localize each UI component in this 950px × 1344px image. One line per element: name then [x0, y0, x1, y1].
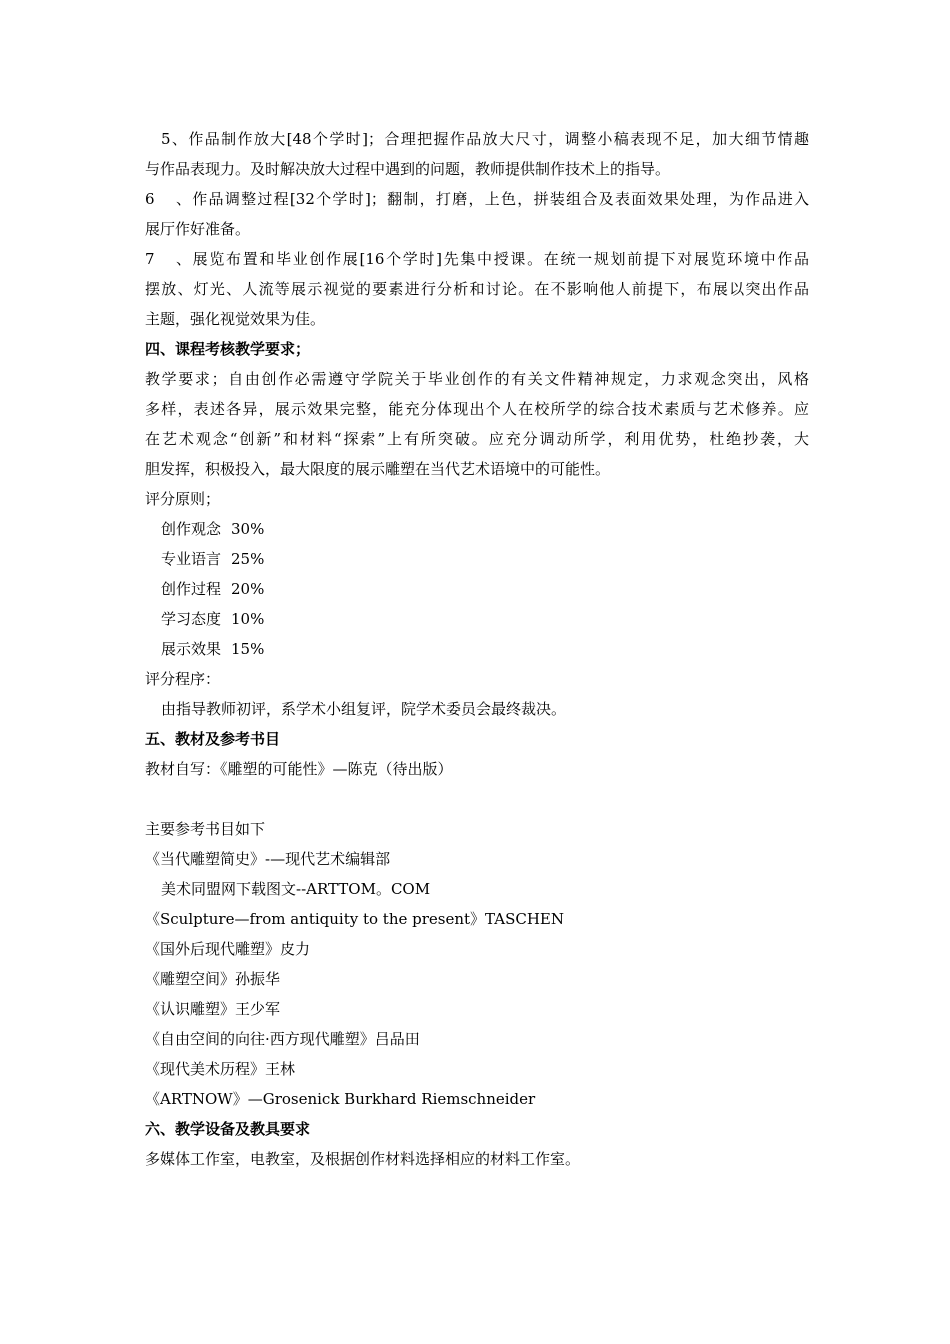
- score-category: 创作过程: [161, 580, 222, 598]
- reference-item: 《当代雕塑简史》-—现代艺术编辑部: [145, 850, 391, 868]
- reference-item: 美术同盟网下载图文--ARTTOM。COM: [161, 880, 431, 898]
- assessment-heading: 四、课程考核教学要求；: [145, 340, 311, 358]
- score-weight: 10%: [231, 610, 265, 628]
- equipment-heading: 六、教学设备及教具要求: [145, 1120, 311, 1138]
- requirement-line1: 教学要求；自由创作必需遵守学院关于毕业创作的有关文件精神规定，力求观念突出，风格: [145, 370, 809, 388]
- item5-line1: 5、作品制作放大[48个学时]；合理把握作品放大尺寸，调整小稿表现不足，加大细节情趣: [161, 130, 809, 148]
- blank-line: [145, 784, 809, 814]
- item7-number: 7、: [145, 250, 191, 268]
- requirement-line3: 在艺术观念“创新”和材料“探索”上有所突破。应充分调动所学，利用优势，杜绝抄袭，大: [145, 430, 809, 448]
- item5-line2: 与作品表现力。及时解决放大过程中遇到的问题，教师提供制作技术上的指导。: [145, 160, 671, 178]
- item6-line1: [145, 184, 809, 214]
- score-weight: 30%: [231, 520, 265, 538]
- score-weight: 25%: [231, 550, 265, 568]
- reference-item: 《雕塑空间》孙振华: [145, 970, 281, 988]
- scoring-principle-label: 评分原则；: [145, 490, 221, 508]
- score-row: [145, 604, 809, 634]
- requirement-line2: 多样，表述各异，展示效果完整，能充分体现出个人在校所学的综合技术素质与艺术修养。应: [145, 400, 809, 418]
- score-weight: 20%: [231, 580, 265, 598]
- reference-item: 《认识雕塑》王少军: [145, 1000, 281, 1018]
- item6-text: 作品调整过程[32个学时]；翻制，打磨，上色，拼装组合及表面效果处理，为作品进入: [191, 190, 809, 208]
- score-category: 创作观念: [161, 520, 222, 538]
- references-label: 主要参考书目如下: [145, 820, 266, 838]
- reference-item: 《现代美术历程》王林: [145, 1060, 296, 1078]
- textbooks-heading: 五、教材及参考书目: [145, 730, 281, 748]
- textbook-entry: 教材自写：《雕塑的可能性》—陈克（待出版）: [145, 760, 453, 778]
- scoring-procedure-label: 评分程序：: [145, 670, 221, 688]
- item6-number: 6、: [145, 190, 191, 208]
- score-category: 专业语言: [161, 550, 222, 568]
- score-category: 展示效果: [161, 640, 222, 658]
- reference-item: 《ARTNOW》—Grosenick Burkhard Riemschneider: [145, 1090, 536, 1108]
- score-row: [145, 634, 809, 664]
- item7-text: 展览布置和毕业创作展[16个学时]先集中授课。在统一规划前提下对展览环境中作品: [191, 250, 809, 268]
- requirement-line4: 胆发挥，积极投入，最大限度的展示雕塑在当代艺术语境中的可能性。: [145, 460, 611, 478]
- score-category: 学习态度: [161, 610, 222, 628]
- reference-item: 《国外后现代雕塑》皮力: [145, 940, 311, 958]
- score-row: [145, 514, 809, 544]
- document-page: [145, 124, 809, 1174]
- item6-line2: 展厅作好准备。: [145, 220, 251, 238]
- item7-line2: 摆放、灯光、人流等展示视觉的要素进行分析和讨论。在不影响他人前提下，布展以突出作品: [145, 280, 809, 298]
- reference-item: 《Sculpture—from antiquity to the present》TASCHEN: [145, 910, 564, 928]
- scoring-procedure-text: 由指导教师初评，系学术小组复评，院学术委员会最终裁决。: [161, 700, 567, 718]
- reference-item: 《自由空间的向往·西方现代雕塑》吕品田: [145, 1030, 420, 1048]
- score-row: [145, 574, 809, 604]
- item7-line3: 主题，强化视觉效果为佳。: [145, 310, 326, 328]
- equipment-text: 多媒体工作室，电教室，及根据创作材料选择相应的材料工作室。: [145, 1150, 581, 1168]
- score-weight: 15%: [231, 640, 265, 658]
- score-row: [145, 544, 809, 574]
- item7-line1: [145, 244, 809, 274]
